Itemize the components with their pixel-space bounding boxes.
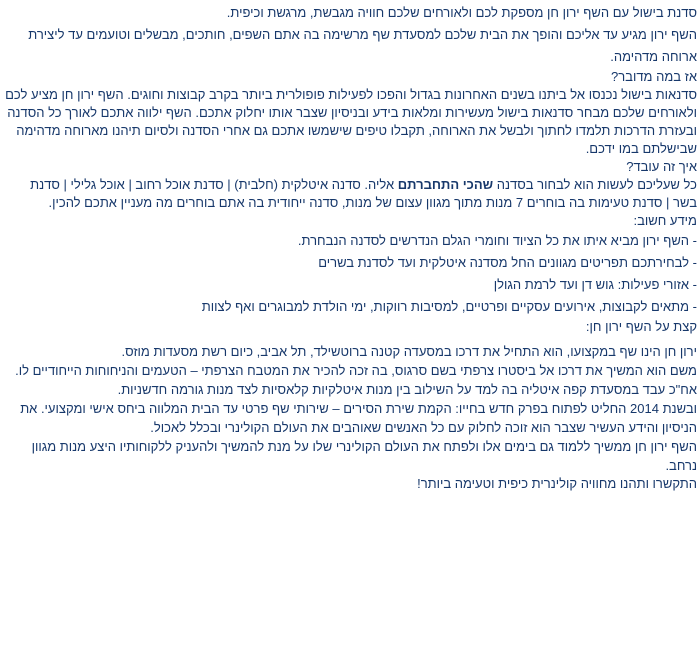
- chef-bio-line: משם הוא המשיך את דרכו אל ביסטרו צרפתי בשם סרגוס, בה זכה להכיר את המטבח הצרפתי – הטעמים והניחוחות הייחודיים לו.: [15, 363, 697, 378]
- about-text: סדנאות בישול נכנסו אל ביתנו בשנים האחרונות בגדול והפכו לפעילות פופולרית ביותר בקרב קבוצות וחוגים. השף ירון חן מציע לכם ולאורחים שלכם מבחר סדנאות בישול מעשירות ומלאות בידע ובניסיון שצבר אותו יחלוק אתכם. השף ילווה אתכם לאורך כל הסדנה ובעזרת הדרכות תלמדו לחתוך ולבשל את הארוחה, תקבלו טיפים שישמשו אתכם גם אחרי הסדנה ולסיום תיהנו מארוחה מדהימה שבישלתם במו ידכם.: [5, 87, 697, 156]
- section-heading-about: אז במה מדובר?: [611, 69, 697, 84]
- chef-bio-line: אח"כ עבד במסעדת קפה איטליה בה למד על השילוב בין מנות איטלקיות קלאסיות לצד מנות גורמה חדשניות.: [117, 382, 697, 397]
- info-bullet-item: - לבחירתכם תפריטים מגוונים החל מסדנה איטלקית ועד לסדנת בשרים: [318, 255, 697, 270]
- chef-bio-line: ירון חן הינו שף במקצועו, הוא התחיל את דרכו במסעדה קטנה ברוטשילד, תל אביב, כיום רשת מסעדות מוזס.: [121, 344, 697, 359]
- info-bullet-item: - השף ירון מביא איתו את כל הציוד וחומרי הגלם הנדרשים לסדנה הנבחרת.: [297, 233, 697, 248]
- info-bullet-item: - אזורי פעילות: גוש דן ועד לרמת הגולן: [493, 277, 697, 292]
- how-text-bold-phrase: שהכי התחברתם: [397, 177, 494, 192]
- intro-highlight-line: סדנת בישול עם השף ירון חן מספקת לכם ולאורחים שלכם חוויה מגבשת, מרגשת וכיפית.: [226, 5, 697, 20]
- section-heading-info: מידע חשוב:: [633, 213, 697, 228]
- how-text-regular-end: אליה. סדנה איטלקית (חלבית) | סדנת אוכל רחוב | אוכל גלילי | סדנת בשר | סדנת טעימות בה בוחרים 7 מנות מתוך מגוון עצום של מנות, סדנה ייחודית בה אתם בוחרים מה מעניין אתכם להכין.: [30, 177, 697, 210]
- info-bullet-item: - מתאים לקבוצות, אירועים עסקיים ופרטיים, למסיבות רווקות, ימי הולדת למבוגרים ואף לצוות: [201, 299, 697, 314]
- intro-text: השף ירון מגיע עד אליכם והופך את הבית שלכם למסעדת שף מרשימה בה אתם השפים, חותכים, מבשלים וטועמים עד ליצירת ארוחה מדהימה.: [28, 27, 697, 64]
- how-text: [3, 176, 697, 212]
- chef-bio: [3, 342, 697, 475]
- how-text-regular-start: כל שעליכם לעשות הוא לבחור בסדנה: [493, 177, 697, 192]
- closing-cta-line: התקשרו ותהנו מחוויה קולינרית כיפית וטעימה ביותר!: [417, 476, 697, 491]
- info-bullet-list: [3, 230, 697, 318]
- chef-bio-line: ובשנת 2014 החליט לפתוח בפרק חדש בחייו: הקמת שירת הסירים – שירותי שף פרטי עד הבית המלווה ביחס אישי ומקצועי. את הניסיון והידע העשיר שצבר הוא זוכה לחלוק עם כל האנשים שאוהבים את העולם הקולינרי ובכלל לאכול.: [20, 401, 697, 435]
- section-heading-chef: קצת על השף ירון חן:: [585, 319, 697, 334]
- section-heading-how: איך זה עובד?: [626, 159, 697, 174]
- chef-bio-line: השף ירון חן ממשיך ללמוד גם בימים אלו ולפתח את העולם הקולינרי שלו על מנת להמשיך ולהעניק ללקוחותיו היצע מנות מגוון נרחב.: [31, 439, 697, 473]
